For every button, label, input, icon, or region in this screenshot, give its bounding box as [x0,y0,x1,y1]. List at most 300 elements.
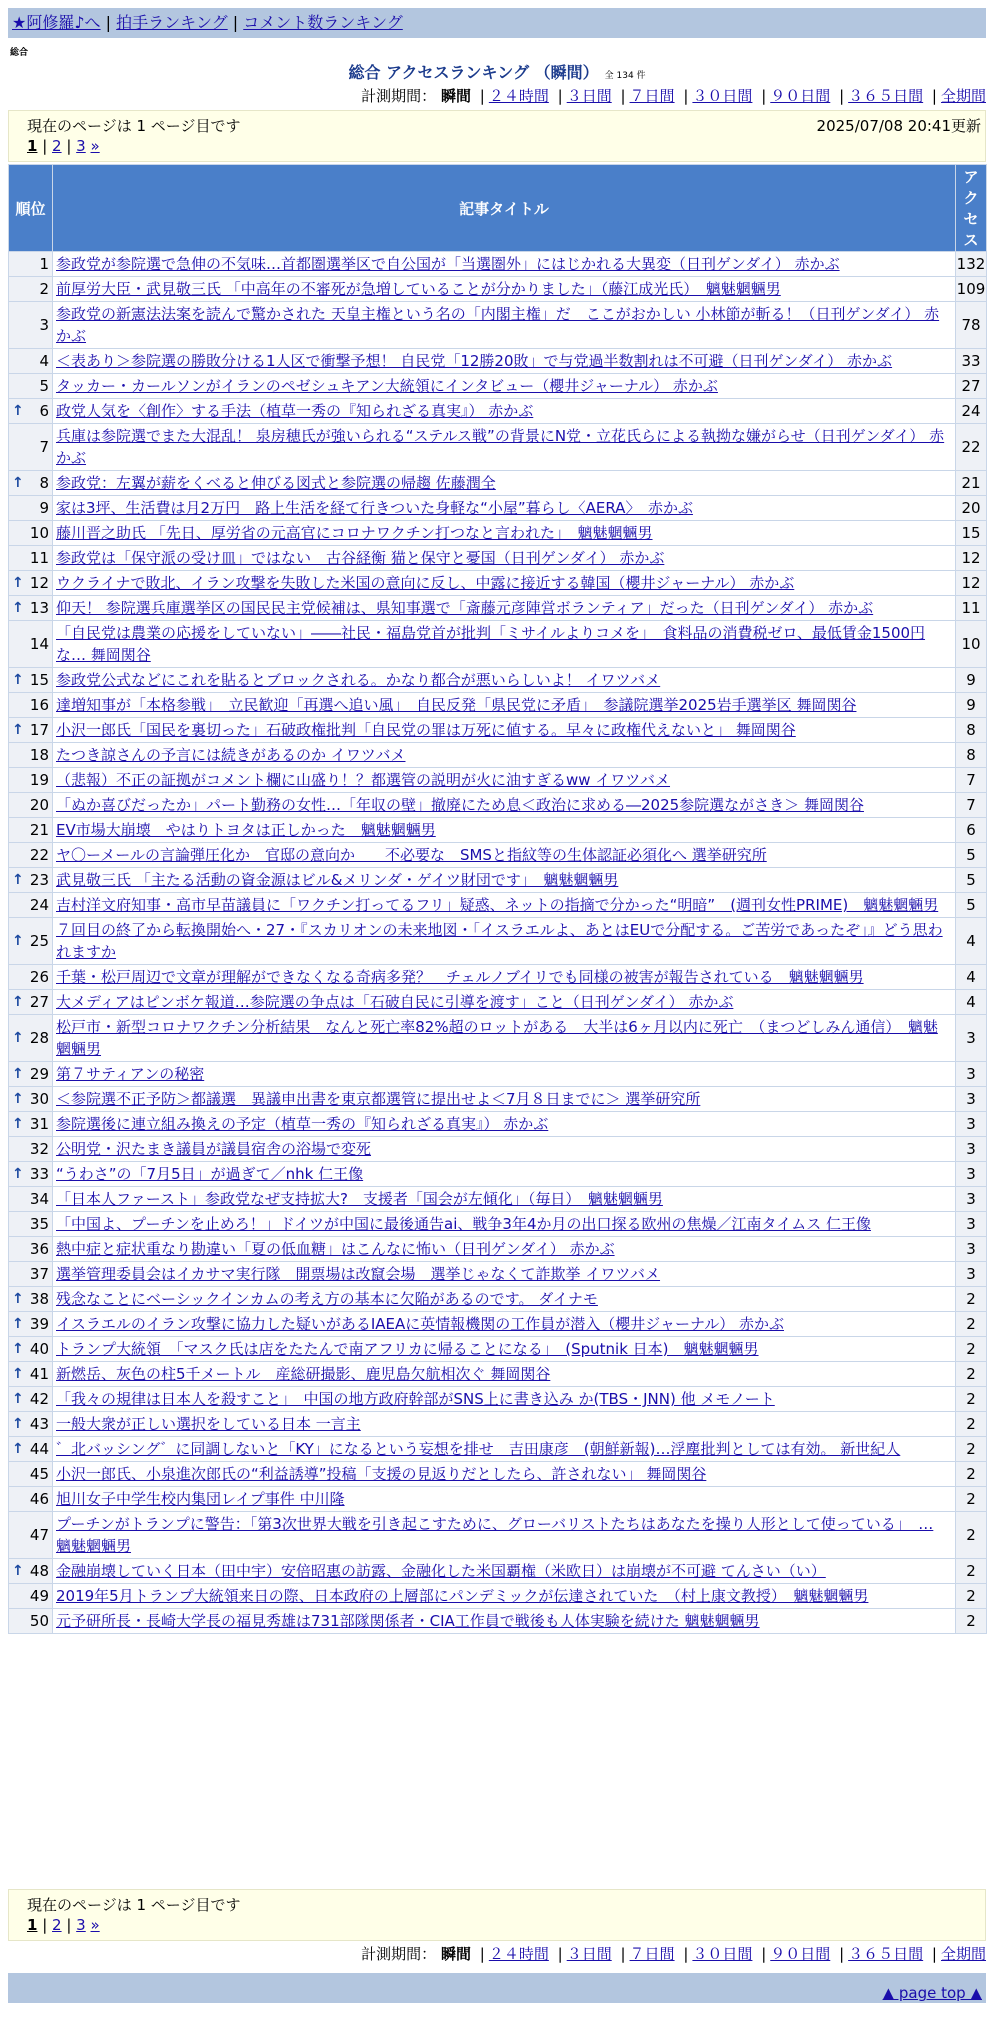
rank-cell [9,374,53,399]
rank-cell [9,843,53,868]
access-count: 2 [956,1437,987,1462]
rank-number: 48 [29,1562,49,1580]
access-count: 2 [956,1362,987,1387]
access-count: 5 [956,843,987,868]
rank-number: 7 [39,438,49,456]
access-count: 12 [956,546,987,571]
table-row [9,1212,987,1237]
rank-number: 44 [29,1440,49,1458]
rank-cell [9,793,53,818]
title-cell [53,1584,956,1609]
period-current-bottom: 瞬間 [440,1945,471,1963]
table-row [9,1387,987,1412]
title-cell [53,893,956,918]
article-link[interactable]: 参政党の新憲法法案を読んで驚かされた 天皇主権という名の「内閣主権」だ ここがおかしい 小林節が斬る！（日刊ゲンダイ） 赤かぶ [56,305,940,345]
access-count: 5 [956,868,987,893]
rank-up-arrow-icon: ↑ [12,1391,24,1407]
article-link[interactable]: 参政党：左翼が薪をくべると伸びる図式と参院選の帰趨 佐藤潤全 [56,474,496,492]
table-row [9,1237,987,1262]
title-cell [53,1062,956,1087]
access-count: 7 [956,768,987,793]
nav-link-asyura[interactable]: ★阿修羅♪へ [12,13,101,32]
period-7d-bottom[interactable]: ７日間 [629,1945,675,1963]
title-cell [53,1112,956,1137]
title-cell [53,1609,956,1634]
article-link[interactable]: ゛北バッシング゛に同調しないと「KY」になるという妄想を排せ 吉田康彦 (朝鮮新報)…浮塵批判としては有効。 新世紀人 [56,1440,901,1458]
rank-cell [9,1112,53,1137]
access-count: 3 [956,1162,987,1187]
article-link[interactable]: 藤川晋之助氏 「先日、厚労省の元高官にコロナワクチン打つなと言われた」 魑魅魍魎男 [56,524,653,542]
rank-number: 16 [29,696,49,714]
table-row [9,1462,987,1487]
rank-number: 50 [29,1612,49,1630]
table-row [9,252,987,277]
table-row [9,277,987,302]
access-count: 33 [956,349,987,374]
table-row [9,893,987,918]
access-count: 22 [956,424,987,471]
title-cell [53,965,956,990]
rank-up-arrow-icon: ↑ [12,1416,24,1432]
period-selector-bottom: 計測期間： 瞬間 | ２４時間 | ３日間 | ７日間 | ３０日間 | ９０日間 | ３６５日間 | 全期間 [361,1945,986,1963]
title-cell [53,918,956,965]
title-cell [53,1312,956,1337]
article-link[interactable]: 「我々の規律は日本人を殺すこと」 中国の地方政府幹部がSNS上に書き込み か(TBS・JNN) 他 メモノート [56,1390,775,1408]
article-link[interactable]: 公明党・沢たまき議員が議員宿舎の浴場で変死 [56,1140,372,1158]
title-cell [53,621,956,668]
title-cell [53,1387,956,1412]
article-link[interactable]: 「自民党は農業の応援をしていない」――社民・福島党首が批判「ミサイルよりコメを」 食料品の消費税ゼロ、最低賃金1500円な… 舞岡関谷 [56,624,926,664]
access-count: 2 [956,1584,987,1609]
rank-number: 35 [29,1215,49,1233]
table-row [9,1559,987,1584]
rank-up-arrow-icon: ↑ [12,1291,24,1307]
rank-number: 47 [29,1526,49,1544]
title-cell [53,1412,956,1437]
rank-number: 27 [29,993,49,1011]
rank-up-arrow-icon: ↑ [12,575,24,591]
rank-number: 30 [29,1090,49,1108]
article-link[interactable]: 千葉・松戸周辺で文章が理解ができなくなる奇病多発？ チェルノブイリでも同様の被害が報告されている 魑魅魍魎男 [56,968,864,986]
access-count: 4 [956,918,987,965]
title-cell [53,868,956,893]
rank-cell [9,718,53,743]
access-count: 12 [956,571,987,596]
article-link[interactable]: たつき諒さんの予言には続きがあるのか イワツバメ [56,746,406,764]
rank-cell [9,349,53,374]
access-count: 2 [956,1387,987,1412]
title-cell [53,1262,956,1287]
article-link[interactable]: 参院選後に連立組み換えの予定（植草一秀の『知られざる真実』） 赤かぶ [56,1115,549,1133]
ranking-body [9,252,987,1634]
article-link[interactable]: 選挙管理委員会はイカサマ実行隊 開票場は改竄会場 選挙じゃなくて詐欺挙 イワツバメ [56,1265,661,1283]
rank-cell [9,496,53,521]
title-cell [53,1287,956,1312]
title-cell [53,596,956,621]
rank-cell [9,546,53,571]
article-link[interactable]: “うわさ”の「7月5日」が過ぎて／nhk 仁王像 [56,1165,364,1183]
period-3d-bottom[interactable]: ３日間 [566,1945,612,1963]
article-link[interactable]: 大メディアはピンボケ報道…参院選の争点は「石破自民に引導を渡す」こと（日刊ゲンダイ） 赤かぶ [56,993,734,1011]
rank-cell [9,893,53,918]
article-link[interactable]: 小沢一郎氏「国民を裏切った」石破政権批判「自民党の罪は万死に値する。早々に政権代えないと」 舞岡関谷 [56,721,796,739]
rank-cell [9,768,53,793]
rank-number: 9 [39,499,49,517]
access-count: 3 [956,1062,987,1087]
nav-sep: | [105,13,112,32]
article-link[interactable]: ７回目の終了から転換開始へ・27・『スカリオンの未来地図・「イスラエルよ、あとはEUで分配する。ご苦労であったぞ」』どう思われますか [56,921,943,961]
title-cell [53,1187,956,1212]
table-row [9,1015,987,1062]
rank-cell [9,1312,53,1337]
article-link[interactable]: 旭川女子中学生校内集団レイプ事件 中川隆 [56,1490,345,1508]
access-count: 2 [956,1609,987,1634]
rank-number: 22 [29,846,49,864]
rank-number: 29 [29,1065,49,1083]
page-title-text: 総合 アクセスランキング （瞬間） [348,63,599,82]
rank-cell [9,621,53,668]
title-cell [53,571,956,596]
access-count: 27 [956,374,987,399]
article-link[interactable]: 元予研所長・長崎大学長の福見秀雄は731部隊関係者・CIA工作員で戦後も人体実験を続けた 魑魅魍魎男 [56,1612,760,1630]
article-link[interactable]: 兵庫は参院選でまた大混乱！ 泉房穂氏が強いられる“ステルス戦”の背景にN党・立花氏らによる執拗な嫌がらせ（日刊ゲンダイ） 赤かぶ [56,427,945,467]
rank-number: 13 [29,599,49,617]
period-label: 計測期間： [361,87,437,105]
rank-number: 46 [29,1490,49,1508]
rank-cell [9,1412,53,1437]
table-row [9,1312,987,1337]
table-row [9,349,987,374]
article-link[interactable]: 残念なことにベーシックインカムの考え方の基本に欠陥があるのです。 ダイナモ [56,1290,598,1308]
title-cell [53,496,956,521]
rank-number: 42 [29,1390,49,1408]
access-count: 78 [956,302,987,349]
period-90d[interactable]: ９０日間 [770,87,831,105]
article-link[interactable]: 仰天！ 参院選兵庫選挙区の国民民主党候補は、県知事選で「斎藤元彦陣営ボランティア」だった（日刊ゲンダイ） 赤かぶ [56,599,874,617]
rank-number: 14 [29,635,49,653]
total-count: 全 134 件 [604,71,646,81]
rank-number: 19 [29,771,49,789]
table-row [9,621,987,668]
title-cell [53,471,956,496]
current-page-text: 現在のページは 1 ページ目です [27,117,241,135]
title-cell [53,302,956,349]
rank-up-arrow-icon: ↑ [12,600,24,616]
title-cell [53,1462,956,1487]
rank-number: 10 [29,524,49,542]
header-access: アクセス [956,165,987,252]
title-cell [53,1337,956,1362]
rank-cell [9,743,53,768]
title-cell [53,668,956,693]
period-selector: 計測期間： 瞬間 | ２４時間 | ３日間 | ７日間 | ３０日間 | ９０日間 | ３６５日間 | 全期間 [361,87,986,105]
rank-cell [9,1062,53,1087]
access-count: 2 [956,1287,987,1312]
rank-up-arrow-icon: ↑ [12,1116,24,1132]
rank-number: 4 [39,352,49,370]
rank-number: 28 [29,1029,49,1047]
rank-number: 36 [29,1240,49,1258]
rank-cell [9,990,53,1015]
article-link[interactable]: タッカー・カールソンがイランのペゼシュキアン大統領にインタビュー（櫻井ジャーナル） 赤かぶ [56,377,718,395]
table-row [9,668,987,693]
rank-up-arrow-icon: ↑ [12,1030,24,1046]
rank-number: 17 [29,721,49,739]
article-link[interactable]: イスラエルのイラン攻撃に協力した疑いがあるIAEAに英情報機関の工作員が潜入（櫻井ジャーナル） 赤かぶ [56,1315,784,1333]
table-row [9,718,987,743]
period-all[interactable]: 全期間 [940,87,986,105]
table-header-row [9,165,987,252]
current-page-text-bottom: 現在のページは 1 ページ目です [27,1896,241,1914]
rank-number: 5 [39,377,49,395]
article-link[interactable]: 一般大衆が正しい選択をしている日本 一言主 [56,1415,361,1433]
title-cell [53,1437,956,1462]
period-7d[interactable]: ７日間 [629,87,675,105]
updated-time: 2025/07/08 20:41更新 [816,117,981,135]
table-row [9,424,987,471]
rank-number: 15 [29,671,49,689]
table-row [9,1187,987,1212]
title-cell [53,399,956,424]
article-link[interactable]: 参政党公式などにこれを貼るとブロックされる。かなり都合が悪いらしいよ！ イワツバメ [56,671,661,689]
table-row [9,471,987,496]
bottom-bar [8,1973,986,2003]
page-2-link-bottom[interactable]: 2 [52,1916,62,1934]
title-cell [53,521,956,546]
access-count: 2 [956,1487,987,1512]
rank-up-arrow-icon: ↑ [12,672,24,688]
table-row [9,1437,987,1462]
rank-cell [9,965,53,990]
table-row [9,1362,987,1387]
rank-number: 11 [29,549,49,567]
rank-number: 34 [29,1190,49,1208]
period-30d[interactable]: ３０日間 [692,87,753,105]
rank-cell [9,1609,53,1634]
period-3d[interactable]: ３日間 [566,87,612,105]
rank-cell [9,471,53,496]
table-row [9,596,987,621]
title-cell [53,424,956,471]
access-count: 2 [956,1559,987,1584]
table-row [9,1487,987,1512]
rank-number: 25 [29,932,49,950]
article-link[interactable]: ウクライナで敗北、イラン攻撃を失敗した米国の意向に反し、中露に接近する韓国（櫻井ジャーナル） 赤かぶ [56,574,795,592]
article-link[interactable]: 新燃岳、灰色の柱5千メートル 産総研撮影、鹿児島欠航相次ぐ 舞岡関谷 [56,1365,551,1383]
title-cell [53,1212,956,1237]
rank-cell [9,1287,53,1312]
table-row [9,868,987,893]
rank-cell [9,1015,53,1062]
table-row [9,1584,987,1609]
article-link[interactable]: （悲報）不正の証拠がコメント欄に山盛り！？都選管の説明が火に油すぎるww イワツバメ [56,771,671,789]
rank-number: 26 [29,968,49,986]
article-link[interactable]: 家は3坪、生活費は月2万円 路上生活を経て行きついた身軽な“小屋”暮らし〈AERA〉 赤かぶ [56,499,693,517]
rank-cell [9,868,53,893]
title-cell [53,1015,956,1062]
access-count: 109 [956,277,987,302]
rank-up-arrow-icon: ↑ [12,722,24,738]
article-link[interactable]: 参政党は「保守派の受け皿」ではない 古谷経衡 猫と保守と憂国（日刊ゲンダイ） 赤かぶ [56,549,665,567]
access-count: 3 [956,1087,987,1112]
rank-number: 37 [29,1265,49,1283]
rank-cell [9,424,53,471]
article-link[interactable]: プーチンがトランプに警告：「第3次世界大戦を引き起こすために、グローバリストたちはあなたを操り人形として使っている」 … 魑魅魍魎男 [56,1515,934,1555]
access-count: 6 [956,818,987,843]
table-row [9,918,987,965]
page-1-current-bottom: 1 [27,1916,38,1934]
access-count: 24 [956,399,987,424]
access-count: 21 [956,471,987,496]
access-count: 3 [956,1237,987,1262]
rank-up-arrow-icon: ↑ [12,403,24,419]
table-row [9,843,987,868]
title-cell [53,252,956,277]
access-count: 2 [956,1312,987,1337]
title-cell [53,693,956,718]
title-cell [53,718,956,743]
page-next-link[interactable]: » [90,137,100,155]
access-count: 3 [956,1137,987,1162]
page-next-link-bottom[interactable]: » [90,1916,100,1934]
access-count: 132 [956,252,987,277]
article-link[interactable]: EV市場大崩壊 やはりトヨタは正しかった 魑魅魍魎男 [56,821,436,839]
access-count: 2 [956,1337,987,1362]
rank-number: 32 [29,1140,49,1158]
rank-up-arrow-icon: ↑ [12,475,24,491]
page-title [0,60,994,83]
table-row [9,793,987,818]
period-current: 瞬間 [440,87,471,105]
rank-number: 8 [39,474,49,492]
table-row [9,1337,987,1362]
access-count: 10 [956,621,987,668]
rank-up-arrow-icon: ↑ [12,872,24,888]
table-row [9,1262,987,1287]
rank-number: 38 [29,1290,49,1308]
article-link[interactable]: トランプ大統領 「マスク氏は店をたたんで南アフリカに帰ることになる」 (Sputnik 日本) 魑魅魍魎男 [56,1340,759,1358]
table-row [9,1137,987,1162]
access-count: 3 [956,1015,987,1062]
nav-link-comment-ranking[interactable]: コメント数ランキング [243,13,403,32]
rank-cell [9,1559,53,1584]
page-3-link-bottom[interactable]: 3 [76,1916,86,1934]
category-label: 総合 [10,48,29,58]
article-link[interactable]: 2019年5月トランプ大統領来日の際、日本政府の上層部にパンデミックが伝達されていた （村上康文教授） 魑魅魍魎男 [56,1587,869,1605]
article-link[interactable]: 「ぬか喜びだったか」パート勤務の女性…「年収の壁」撤廃にため息＜政治に求める―2025参院選ながさき＞ 舞岡関谷 [56,796,864,814]
article-link[interactable]: ＜参院選不正予防＞都議選 異議申出書を東京都選管に提出せよ＜7月８日までに＞ 選挙研究所 [56,1090,701,1108]
rank-up-arrow-icon: ↑ [12,933,24,949]
table-row [9,1609,987,1634]
table-row [9,1287,987,1312]
rank-up-arrow-icon: ↑ [12,994,24,1010]
period-all-bottom[interactable]: 全期間 [940,1945,986,1963]
period-24h[interactable]: ２４時間 [488,87,549,105]
table-row [9,1512,987,1559]
page-top-link[interactable]: ▲ page top ▲ [882,1984,982,2002]
access-count: 15 [956,521,987,546]
rank-number: 43 [29,1415,49,1433]
rank-cell [9,1462,53,1487]
rank-cell [9,1387,53,1412]
rank-cell [9,1187,53,1212]
article-link[interactable]: 前厚労大臣・武見敬三氏 「中高年の不審死が急増していることが分かりました」（藤江成光氏） 魑魅魍魎男 [56,280,781,298]
rank-cell [9,571,53,596]
article-link[interactable]: ＜表あり＞参院選の勝敗分ける1人区で衝撃予想！ 自民党「12勝20敗」で与党過半数割れは不可避（日刊ゲンダイ） 赤かぶ [56,352,893,370]
table-row [9,374,987,399]
access-count: 3 [956,1187,987,1212]
article-link[interactable]: 第７サティアンの秘密 [56,1065,205,1083]
pagination: 1 | 2 | 3 » [27,137,100,155]
table-row [9,302,987,349]
article-link[interactable]: 「日本人ファースト」参政党なぜ支持拡大? 支援者「国会が左傾化」（毎日） 魑魅魍魎男 [56,1190,663,1208]
period-365d-bottom[interactable]: ３６５日間 [848,1945,924,1963]
article-link[interactable]: 達増知事が「本格参戦」 立民歓迎「再選へ追い風」 自民反発「県民党に矛盾」 参議院選挙2025岩手選挙区 舞岡関谷 [56,696,857,714]
article-link[interactable]: 「中国よ、プーチンを止めろ！」ドイツが中国に最後通告ai、戦争3年4か月の出口探る欧州の焦燥／江南タイムス 仁王像 [56,1215,871,1233]
period-30d-bottom[interactable]: ３０日間 [692,1945,753,1963]
article-link[interactable]: ヤ〇ーメールの言論弾圧化か 官邸の意向か 不必要な SMSと指紋等の生体認証必須化へ 選挙研究所 [56,846,767,864]
rank-up-arrow-icon: ↑ [12,1341,24,1357]
article-link[interactable]: 金融崩壊していく日本（田中宇）安倍昭惠の訪露、金融化した米国覇権（米欧日）は崩壊が不可避 てんさい（い） [56,1562,826,1580]
rank-cell [9,1487,53,1512]
rank-number: 21 [29,821,49,839]
access-count: 4 [956,965,987,990]
rank-up-arrow-icon: ↑ [12,1316,24,1332]
article-link[interactable]: 武見敬三氏 「主たる活動の資金源はビル&メリンダ・ゲイツ財団です」 魑魅魍魎男 [56,871,619,889]
article-link[interactable]: 吉村洋文府知事・高市早苗議員に「ワクチン打ってるフリ」疑惑、ネットの指摘で分かった“明暗” (週刊女性PRIME) 魑魅魍魎男 [56,896,939,914]
page-3-link[interactable]: 3 [76,137,86,155]
access-count: 20 [956,496,987,521]
access-count: 9 [956,693,987,718]
title-cell [53,768,956,793]
top-nav-bar [8,8,986,38]
nav-link-applause-ranking[interactable]: 拍手ランキング [116,13,228,32]
rank-cell [9,302,53,349]
table-row [9,1062,987,1087]
table-row [9,965,987,990]
access-count: 2 [956,1412,987,1437]
title-cell [53,818,956,843]
rank-cell [9,1337,53,1362]
table-row [9,1112,987,1137]
rank-cell [9,252,53,277]
article-link[interactable]: 参政党が参院選で急伸の不気味…首都圏選挙区で自公国が「当選圏外」にはじかれる大異変（日刊ゲンダイ） 赤かぶ [56,255,840,273]
rank-up-arrow-icon: ↑ [12,1441,24,1457]
access-count: 3 [956,1262,987,1287]
access-count: 3 [956,1112,987,1137]
period-365d[interactable]: ３６５日間 [848,87,924,105]
article-link[interactable]: 熱中症と症状重なり勘違い「夏の低血糖」はこんなに怖い（日刊ゲンダイ） 赤かぶ [56,1240,615,1258]
rank-cell [9,521,53,546]
article-link[interactable]: 小沢一郎氏、小泉進次郎氏の“利益誘導”投稿「支援の見返りだとしたら、許されない」 舞岡関谷 [56,1465,707,1483]
rank-number: 18 [29,746,49,764]
title-cell [53,277,956,302]
period-24h-bottom[interactable]: ２４時間 [488,1945,549,1963]
rank-number: 33 [29,1165,49,1183]
rank-cell [9,277,53,302]
title-cell [53,546,956,571]
page-info-bottom [8,1889,986,1941]
article-link[interactable]: 松戸市・新型コロナワクチン分析結果 なんと死亡率82%超のロットがある 大半は6ヶ月以内に死亡 （まつどしみん通信） 魑魅魍魎男 [56,1018,938,1058]
article-link[interactable]: 政党人気を〈創作〉する手法（植草一秀の『知られざる真実』） 赤かぶ [56,402,534,420]
rank-number: 45 [29,1465,49,1483]
rank-up-arrow-icon: ↑ [12,1166,24,1182]
period-90d-bottom[interactable]: ９０日間 [770,1945,831,1963]
table-row [9,571,987,596]
table-row [9,546,987,571]
table-row [9,990,987,1015]
page-2-link[interactable]: 2 [52,137,62,155]
